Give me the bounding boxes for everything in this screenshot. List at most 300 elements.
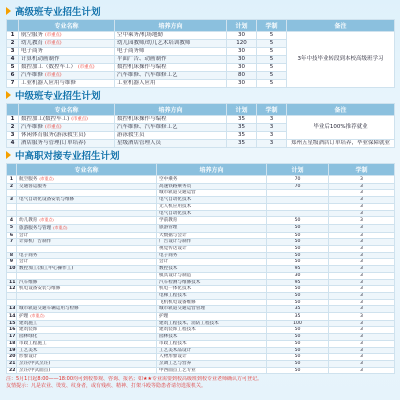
direction: 广告设计与制作 [157,239,267,246]
major-name-text: 城市轨道交通车辆运用与检修 [19,306,79,312]
plan-count: 50 [267,217,329,225]
plan-count: 70 [267,176,329,184]
plan-count: 50 [267,252,329,259]
plan-count: 35 [227,124,257,132]
study-years: 3 [329,252,395,259]
col-major: 专业名称 [17,164,157,176]
major-name [19,80,115,88]
plan-count [267,197,329,204]
table-row [7,183,395,190]
direction: 中西面点工艺专业 [157,367,267,374]
col-major: 专业名称 [19,104,115,116]
table-row [7,210,395,217]
major-name [19,56,115,64]
row-index [7,210,17,217]
plan-count: 50 [267,360,329,367]
major-name [19,72,115,80]
col-plan: 计划 [227,20,257,32]
direction: 电子商务 [157,252,267,259]
table-row [7,239,395,246]
table-row [7,340,395,347]
major-name [19,64,115,72]
col-years: 学制 [257,104,287,116]
col-plan: 计划 [267,164,329,176]
row-index: 15 [7,320,17,327]
major-name [17,360,157,367]
major-name [19,124,115,132]
direction: 电子商务师 [115,48,227,56]
study-years: 3 [329,299,395,306]
row-index: 16 [7,327,17,334]
footer-notes [6,376,394,390]
row-index: 2 [7,40,19,48]
plan-count: 50 [267,334,329,341]
table-row [7,313,395,321]
key-major-tag: (市重点) [78,65,95,70]
col-index [7,104,19,116]
row-index: 6 [7,232,17,239]
major-name [19,40,115,48]
major-name-text: 会计 [19,259,29,265]
row-index [7,190,17,197]
study-years: 3 [329,347,395,354]
direction: 市政工程技术 [157,340,267,347]
table-row [7,140,395,148]
major-name [17,232,157,239]
study-years: 3 [257,116,287,124]
plan-count: 30 [227,32,257,40]
direction: 星级酒店管理人员 [115,140,227,148]
key-major-tag: (市重点) [45,73,62,78]
col-index [7,20,19,32]
major-name-text: 电气自动化设备安装与维修 [19,197,75,203]
major-name [17,259,157,266]
major-name [17,306,157,313]
direction: 人物形象设计 [157,354,267,361]
table-row [7,217,395,225]
major-name-text: 酒店服务与管理(订单培养) [21,140,86,146]
plan-count: 50 [267,354,329,361]
row-index: 19 [7,347,17,354]
table-row [7,252,395,259]
major-name-text: 园林绿化 [19,334,38,340]
row-index: 10 [7,266,17,273]
major-name [17,246,157,253]
plan-count: 35 [227,140,257,148]
row-index [7,246,17,253]
major-name-text: 航空服务 [19,177,38,182]
col-index [7,164,17,176]
major-name-text: 工业机器人应用与维修 [21,80,77,86]
major-name [17,292,157,299]
table-row [7,116,395,124]
plan-count: 35 [227,116,257,124]
key-major-tag: (市重点) [45,41,62,46]
table-row [7,292,395,299]
major-name [17,239,157,246]
study-years: 3 [329,313,395,321]
table-header-row [7,104,395,116]
row-index [7,299,17,306]
major-name-text: 建筑装饰 [19,327,38,333]
major-name [19,48,115,56]
row-index: 4 [7,56,19,64]
row-index: 5 [7,64,19,72]
major-name-text: 数控加工(加工中心操作工) [19,266,74,272]
section-title-vocational [6,149,394,161]
major-name-text: 数控加工(数控车工) [21,116,70,122]
key-major-tag: (市重点) [39,176,54,181]
table-row [7,272,395,279]
study-years: 3 [329,286,395,293]
major-name-text: 休闲体育服务(游泳救生员) [21,132,86,138]
col-direction: 培养方向 [115,20,227,32]
direction: 数控机床操作与编程 [115,64,227,72]
major-name [17,176,157,184]
direction: 建筑装饰工程技术 [157,327,267,334]
plan-count: 50 [267,239,329,246]
triangle-icon [6,7,11,15]
study-years: 3 [329,279,395,286]
study-years: 3 [329,327,395,334]
major-name-text: 工艺美术 [19,347,38,353]
key-major-tag: (市重点) [30,313,45,319]
major-name [17,266,157,273]
table-row [7,190,395,197]
plan-count: 50 [267,224,329,232]
study-years: 3 [329,197,395,204]
major-name [17,210,157,217]
study-years: 3 [329,183,395,190]
major-name [19,132,115,140]
major-name-text: 烹饪(中式面点) [19,367,51,373]
row-index: 7 [7,239,17,246]
row-index: 18 [7,340,17,347]
major-name-text: 形象设计 [19,354,38,360]
col-direction: 培养方向 [157,164,267,176]
major-name-text: 汽车维修 [19,279,38,285]
major-name [17,286,157,293]
major-name [17,224,157,232]
study-years: 3 [329,334,395,341]
plan-count: 35 [227,132,257,140]
direction: 旅游管理 [157,224,267,232]
table-row [7,306,395,313]
plan-count: 50 [267,367,329,374]
col-years: 学制 [257,20,287,32]
study-years: 3 [329,292,395,299]
remark-note-1: 毕业后100%推荐就业 [287,116,395,140]
table-row [7,354,395,361]
study-years: 5 [257,48,287,56]
major-name [17,217,157,225]
direction: 会计 [157,259,267,266]
table-row [7,367,395,374]
row-index: 2 [7,124,19,132]
major-name [17,367,157,374]
row-index: 1 [7,32,19,40]
major-name-text: 汽车维修 [21,124,44,130]
table-row [7,266,395,273]
direction: 护理 [157,313,267,321]
study-years: 3 [329,272,395,279]
plan-count: 30 [267,272,329,279]
major-name-text: 航空服务 [21,32,44,38]
direction: 汽车检测与维修技术 [157,279,267,286]
major-name-text: 烹饪(中式烹饪) [19,360,51,366]
major-name-text: 计算机广告制作 [19,239,52,245]
triangle-icon [6,151,11,159]
plan-count: 100 [267,320,329,327]
plan-count: 50 [267,259,329,266]
plan-count: 50 [267,246,329,253]
plan-count: 50 [267,340,329,347]
key-major-tag: (市重点) [71,117,88,122]
row-index [7,203,17,210]
table-row [7,224,395,232]
plan-count: 95 [267,279,329,286]
plan-count: 70 [267,183,329,190]
key-major-tag: (市重点) [53,224,68,230]
row-index: 3 [7,132,19,140]
plan-count: 50 [267,286,329,293]
study-years: 3 [329,320,395,327]
row-index: 7 [7,80,19,88]
study-years: 3 [329,259,395,266]
major-name [17,272,157,279]
row-index: 21 [7,360,17,367]
advanced-class-table [6,19,395,88]
major-name [19,116,115,124]
key-major-tag: (市重点) [45,33,62,38]
remark-note: 3年中技毕业转段到本校高级班学习 [287,32,395,88]
study-years: 3 [257,140,287,148]
footer-line-1: 注：5月1日起8:00——18:00均可到校参观、咨询、报名；如★★专业需要到校高级班到校专业老师确认方可登记。 [6,376,262,383]
key-major-tag: (市重点) [39,217,54,223]
table-row [7,320,395,327]
section-title-text: 中级班专业招生计划 [15,91,101,102]
table-row [7,334,395,341]
plan-count: 35 [267,313,329,321]
direction: 电梯工程技术 [157,292,267,299]
study-years: 3 [329,266,395,273]
table-row [7,259,395,266]
major-name [19,140,115,148]
direction: 视觉传达设计 [157,246,267,253]
major-name [17,183,157,190]
row-index: 3 [7,48,19,56]
plan-count: 30 [227,48,257,56]
plan-count [267,203,329,210]
major-name-text: 数控加工（数控车工） [21,64,77,70]
major-name-text: 交通客运服务 [19,183,47,189]
key-major-tag: (市重点) [45,125,62,130]
section-title-advanced [6,5,394,17]
direction: 大数据与会计 [157,232,267,239]
direction: 汽车维修、汽车维修工艺 [115,72,227,80]
plan-count: 30 [227,56,257,64]
major-name [17,279,157,286]
table-row [7,176,395,184]
study-years: 5 [257,64,287,72]
intermediate-class-table [6,103,395,148]
major-name-text: 幼儿教育 [19,218,38,224]
study-years: 3 [329,239,395,246]
major-name [17,190,157,197]
row-index: 2 [7,183,17,190]
row-index: 13 [7,306,17,313]
direction: 园林技术 [157,334,267,341]
study-years: 3 [329,203,395,210]
study-years: 3 [329,306,395,313]
study-years: 5 [257,56,287,64]
row-index [7,272,17,279]
section-title-intermediate [6,89,394,101]
study-years: 3 [329,210,395,217]
direction: 城市轨道交通运营管理 [157,306,267,313]
study-years: 3 [329,190,395,197]
direction: 建筑工程技术、消防工程技术 [157,320,267,327]
row-index: 14 [7,313,17,321]
col-plan: 计划 [227,104,257,116]
row-index: 1 [7,116,19,124]
study-years: 5 [257,32,287,40]
plan-count: 120 [227,40,257,48]
table-row [7,347,395,354]
plan-count: 50 [267,232,329,239]
major-name [17,252,157,259]
major-name [17,354,157,361]
study-years: 3 [329,360,395,367]
section-title-text: 中高职对接专业招生计划 [15,151,120,162]
study-years: 5 [257,40,287,48]
study-years: 5 [257,80,287,88]
study-years: 3 [329,176,395,184]
vocational-bridge-table [6,163,395,374]
direction: 游泳救生员 [115,132,227,140]
table-row [7,286,395,293]
plan-count: 30 [227,64,257,72]
study-years: 3 [329,224,395,232]
plan-count: 80 [227,72,257,80]
direction: 无人机应用技术 [157,203,267,210]
table-row [7,279,395,286]
table-row [7,246,395,253]
major-name [17,340,157,347]
direction: 飞机机电设备维修 [157,299,267,306]
row-index: 1 [7,176,17,184]
section-title-text: 高级班专业招生计划 [15,7,101,18]
major-name [17,334,157,341]
major-name-text: 会计 [19,232,29,238]
major-name-text: 机电设备安装与维修 [19,286,61,292]
row-index: 8 [7,252,17,259]
direction: 学前教育 [157,217,267,225]
direction: 数控技术 [157,266,267,273]
direction: 电气自动化技术 [157,197,267,204]
major-name [17,313,157,321]
major-name [17,347,157,354]
study-years: 3 [329,367,395,374]
row-index [7,292,17,299]
major-name [17,203,157,210]
major-name [19,32,115,40]
major-name-text: 汽车维修 [21,72,44,78]
major-name-text: 幼儿教育 [21,40,44,46]
direction: 电气自动化技术 [157,210,267,217]
row-index: 6 [7,72,19,80]
direction: 模具设计与制造 [157,272,267,279]
table-row [7,203,395,210]
major-name [17,320,157,327]
study-years: 3 [329,246,395,253]
row-index: 4 [7,140,19,148]
major-name-text: 电子商务 [19,252,38,258]
direction: 空中乘务/机场地勤 [115,32,227,40]
major-name-text: 护理 [19,314,29,320]
direction: 平面广告、动画制作 [115,56,227,64]
major-name-text: 建筑施工 [19,320,38,326]
study-years: 3 [257,124,287,132]
study-years: 5 [257,72,287,80]
major-name-text: 电子商务 [21,48,44,54]
row-index: 17 [7,334,17,341]
study-years: 3 [329,354,395,361]
row-index: 20 [7,354,17,361]
row-index: 3 [7,197,17,204]
direction: 城市轨道交通运营 [157,190,267,197]
study-years: 3 [257,132,287,140]
table-header-row [7,164,395,176]
table-row [7,327,395,334]
table-row [7,299,395,306]
major-name-text: 计算机动画制作 [21,56,60,62]
col-direction: 培养方向 [115,104,227,116]
plan-count: 50 [267,347,329,354]
triangle-icon [6,91,11,99]
study-years: 3 [329,217,395,225]
study-years: 3 [329,232,395,239]
plan-count: 50 [267,292,329,299]
direction: 机电一体化技术 [157,286,267,293]
direction: 高速铁路乘务员 [157,183,267,190]
major-name [17,327,157,334]
table-row [7,197,395,204]
col-remark: 备注 [287,20,395,32]
plan-count [267,190,329,197]
row-index: 5 [7,224,17,232]
direction: 幼儿园教师/幼儿艺术培训教师 [115,40,227,48]
major-name [17,197,157,204]
direction: 空中乘务 [157,176,267,184]
table-row [7,232,395,239]
direction: 数控机床操作与编程 [115,116,227,124]
direction: 烹调工艺与营养 [157,360,267,367]
study-years: 3 [329,340,395,347]
plan-count: 50 [267,327,329,334]
major-name-text: 市政工程施工 [19,340,47,346]
col-years: 学制 [329,164,395,176]
row-index: 11 [7,279,17,286]
row-index: 4 [7,217,17,225]
direction: 工艺美术品设计 [157,347,267,354]
row-index: 22 [7,367,17,374]
footer-line-2: 友情提示：凡是农业、烫发、纹身者，或有残疾、精神、打架斗殴等隐患者请勿选报机关。 [6,383,207,390]
major-name-text: 旅游服务与管理 [19,225,52,231]
table-header-row [7,20,395,32]
remark-note-2: 郑州五星级酒店订单培养，毕业保障就业 [287,140,395,148]
plan-count: 30 [227,80,257,88]
